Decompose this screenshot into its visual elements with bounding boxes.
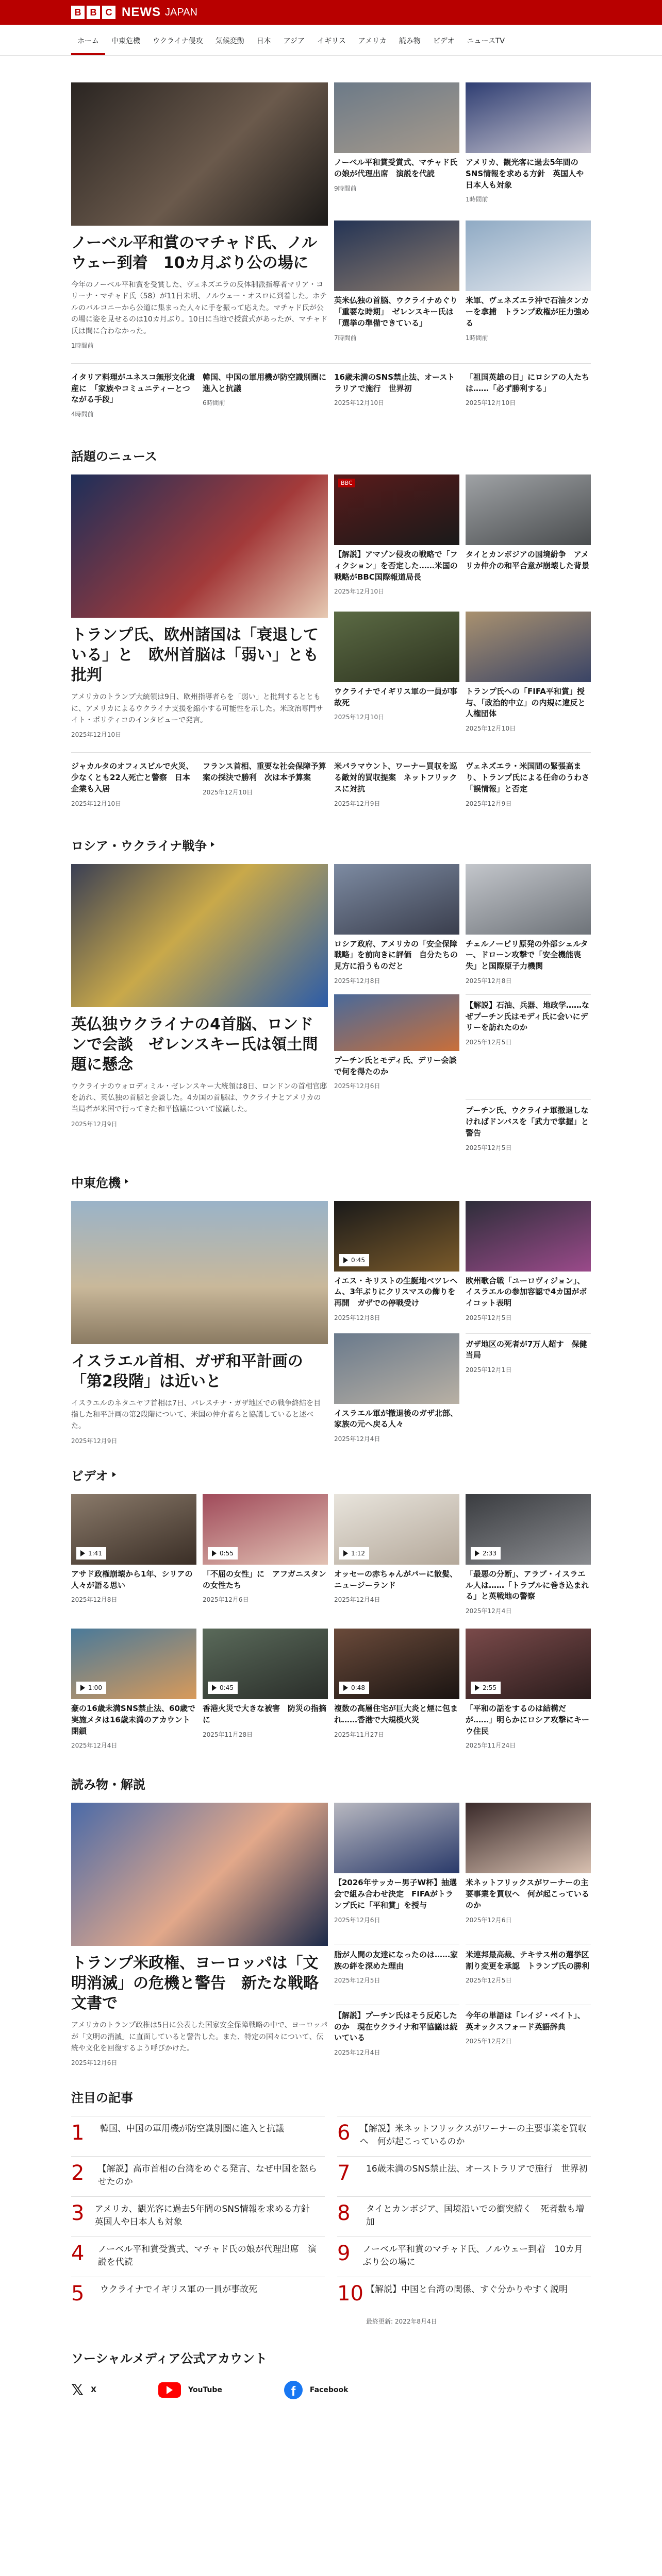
play-button[interactable] — [208, 1547, 238, 1560]
timestamp: 2025年12月10日 — [466, 399, 516, 407]
video-headline[interactable]: 香港火災で大きな被害 防災の指摘に — [203, 1704, 327, 1724]
play-icon — [80, 1685, 85, 1691]
lead-image — [71, 864, 328, 1007]
timestamp: 6時間前 — [203, 399, 225, 407]
timestamp: 2025年12月9日 — [334, 800, 380, 807]
most-read-headline[interactable]: ノーベル平和賞受賞式、マチャド氏の娘が代理出席 演説を代読 — [97, 2244, 317, 2268]
lead-headline[interactable]: トランプ氏、欧州諸国は「衰退している」と 欧州首脳は「弱い」とも批判 — [71, 626, 319, 685]
timestamp: 2025年12月4日 — [334, 1435, 380, 1443]
story-card[interactable] — [466, 221, 591, 349]
story-headline[interactable]: 欧州歌合戦「ユーロヴィジョン」、イスラエルの参加容認で4カ国がボイコット表明 — [466, 1276, 587, 1308]
story-headline[interactable]: ジャカルタのオフィスビルで火災、少なくとも22人死亡と警察 日本企業も入居 — [71, 761, 194, 793]
play-icon — [343, 1257, 348, 1263]
play-button[interactable] — [339, 1682, 369, 1694]
video-card[interactable] — [466, 1494, 591, 1615]
most-read-headline[interactable]: 16歳未満のSNS禁止法、オーストラリアで施行 世界初 — [366, 2164, 588, 2175]
story-card[interactable] — [466, 372, 591, 418]
timestamp: 2025年12月5日 — [334, 1977, 380, 1985]
story-headline[interactable]: イエス・キリストの生誕地ベツレヘム、3年ぶりにクリスマスの飾りを再開 ガザでの停戦受け — [334, 1276, 458, 1308]
story-card[interactable] — [466, 612, 591, 739]
lead-image — [71, 1803, 328, 1946]
lead-headline[interactable]: 英仏独ウクライナの4首脳、ロンドンで会談 ゼレンスキー氏は領土問題に懸念 — [71, 1015, 318, 1074]
story-headline[interactable]: 脂が人間の友達になったのは……家族の絆を深めた理由 — [334, 1950, 458, 1971]
story-image — [334, 1803, 459, 1873]
most-read-item[interactable] — [71, 2277, 325, 2317]
timestamp: 2025年12月5日 — [466, 1977, 512, 1985]
logo-letter: B — [87, 6, 100, 19]
story-card[interactable] — [466, 82, 591, 211]
story-card[interactable] — [466, 1333, 591, 1445]
story-card[interactable] — [71, 761, 196, 807]
video-card[interactable] — [466, 1629, 591, 1750]
timestamp: 2025年12月10日 — [334, 714, 385, 721]
most-read-item[interactable] — [337, 2196, 591, 2236]
play-button[interactable] — [76, 1682, 106, 1694]
section-title-text: ソーシャルメディア公式アカウント — [71, 2351, 268, 2366]
social-youtube[interactable] — [158, 2381, 222, 2399]
story-card[interactable] — [466, 474, 591, 602]
story-headline[interactable]: ロシア政府、アメリカの「安全保障戦略」を前向きに評価 自分たちの見方に沿うものだと — [334, 939, 458, 971]
lead-story[interactable] — [71, 1803, 328, 2067]
story-card[interactable] — [334, 994, 459, 1091]
timestamp: 2025年12月4日 — [71, 1742, 118, 1750]
rank-number: 3 — [71, 2201, 85, 2226]
video-headline[interactable]: オッセーの赤ちゃんがパーに散髪、ニュージーランド — [334, 1569, 457, 1590]
story-card[interactable] — [203, 761, 328, 807]
story-headline[interactable]: アメリカ、観光客に過去5年間のSNS情報を求める方針 英国人や日本人も対象 — [466, 158, 584, 190]
timestamp: 2025年12月6日 — [334, 1082, 380, 1090]
section-title-ukraine[interactable] — [71, 836, 591, 854]
section-title-mostread — [71, 2088, 591, 2106]
story-card[interactable] — [334, 372, 459, 418]
lead-headline[interactable]: イスラエル首相、ガザ和平計画の「第2段階」は近いと — [71, 1352, 303, 1391]
timestamp: 1時間前 — [466, 196, 488, 204]
story-headline[interactable]: 米軍、ヴェネズエラ沖で石油タンカーを拿捕 トランプ政権が圧力強める — [466, 296, 590, 328]
logo-letter: B — [71, 6, 85, 19]
video-duration: 0:48 — [351, 1684, 365, 1692]
site-header — [0, 0, 662, 25]
timestamp: 2025年11月27日 — [334, 1731, 385, 1738]
timestamp: 2025年12月5日 — [466, 1144, 512, 1151]
top-stories — [71, 82, 591, 350]
top-row — [71, 363, 591, 418]
video-image — [334, 1494, 459, 1565]
reads-section — [71, 1803, 591, 2067]
story-card[interactable] — [334, 1944, 459, 1995]
most-read-headline[interactable]: アメリカ、観光客に過去5年間のSNS情報を求める方針 英国人や日本人も対象 — [94, 2204, 319, 2228]
lead-summary: 今年のノーベル平和賞を受賞した、ヴェネズエラの反体制派指導者マリア・コリーナ・マチャド氏（58）が11日未明、ノルウェー・オスロに到着した。ホテルのバルコニーから公道に集まった人々に手を振って応えた。マチャド氏が公の場に姿を見せるのは10カ月ぶり。10日に当地で授賞式があったが、マチャド氏は間に合わなかった。 — [71, 281, 328, 335]
lead-summary: ウクライナのウォロディミル・ゼレンスキー大統領は8日、ロンドンの首相官邸を訪れ、英仏独の首脳と会談した。4カ国の首脳は、ウクライナとアメリカの当局者が米国で行ってきた和平協議について協議した。 — [71, 1082, 327, 1114]
timestamp: 2025年12月2日 — [466, 2038, 512, 2045]
section-title-text: 話題のニュース — [71, 449, 157, 464]
video-duration: 2:33 — [483, 1549, 496, 1557]
timestamp: 2025年12月8日 — [466, 977, 512, 985]
most-read-headline[interactable]: 【解説】高市首相の台湾をめぐる発言、なぜ中国を怒らせたのか — [97, 2164, 317, 2188]
most-read-headline[interactable]: タイとカンボジア、国境沿いでの衝突続く 死者数も増加 — [366, 2204, 584, 2228]
nav-japan[interactable]: 日本 — [256, 37, 271, 45]
most-read-headline[interactable]: ノーベル平和賞のマチャド氏、ノルウェー到着 10カ月ぶり公の場に — [362, 2244, 583, 2268]
timestamp: 2025年12月6日 — [334, 1916, 380, 1924]
ukraine-section — [71, 864, 591, 1152]
story-image — [466, 1201, 591, 1272]
story-headline[interactable]: プーチン氏、ウクライナ軍撤退しなければドンバスを「武力で掌握」と警告 — [466, 1106, 589, 1138]
timestamp: 2025年12月6日 — [203, 1596, 249, 1604]
section-title-text: ビデオ — [71, 1468, 108, 1483]
lead-summary: アメリカのトランプ政権は5日に公表した国家安全保障戦略の中で、ヨーロッパが「文明の消滅」に直面していると警告した。また、特定の国々について、伝統や文化を回復するよう呼びかけた。 — [71, 2021, 328, 2053]
video-image — [203, 1494, 328, 1565]
lead-story[interactable] — [71, 82, 328, 350]
play-button[interactable] — [471, 1547, 501, 1560]
social-links — [71, 2381, 591, 2399]
timestamp: 2025年12月10日 — [334, 399, 385, 407]
social-label: X — [91, 2386, 96, 2395]
video-headline[interactable]: 「最悪の分断」、アラブ・イスラエル人は……「トラブルに巻き込まれる」と英戦地の警察 — [466, 1569, 589, 1601]
story-card[interactable] — [71, 372, 196, 418]
timestamp: 2025年12月10日 — [71, 800, 122, 807]
chevron-right-icon — [125, 1179, 128, 1184]
section-title-text: 読み物・解説 — [71, 1777, 145, 1792]
lead-image — [71, 82, 328, 226]
story-card[interactable] — [334, 1803, 459, 1935]
lead-image — [71, 1201, 328, 1344]
section-title-video[interactable] — [71, 1466, 591, 1484]
story-image — [334, 221, 459, 291]
nav-uk[interactable]: イギリス — [317, 37, 346, 45]
story-headline[interactable]: 「祖国英雄の日」にロシアの人たちは……「必ず勝利する」 — [466, 372, 590, 393]
story-headline[interactable]: 16歳未満のSNS禁止法、オーストラリアで施行 世界初 — [334, 372, 455, 393]
timestamp: 2025年12月9日 — [466, 800, 512, 807]
facebook-icon: f — [284, 2381, 303, 2399]
timestamp: 2025年11月28日 — [203, 1731, 253, 1738]
timestamp: 2025年12月5日 — [466, 1039, 512, 1046]
lead-story[interactable] — [71, 864, 328, 1152]
most-read-item[interactable] — [71, 2196, 325, 2236]
most-read-item[interactable] — [337, 2277, 591, 2317]
video-image — [71, 1629, 196, 1699]
story-card[interactable] — [334, 761, 459, 807]
topics-row — [71, 752, 591, 807]
play-icon — [475, 1685, 479, 1691]
most-read-item[interactable] — [71, 2156, 325, 2196]
video-headline[interactable]: アサド政権崩壊から1年、シリアの人々が語る思い — [71, 1569, 193, 1590]
story-headline[interactable]: イタリア料理がユネスコ無形文化遺産に 「家族やコミュニティーとつながる手段」 — [71, 372, 195, 404]
story-headline[interactable]: 米ネットフリックスがワーナーの主要事業を買収へ 何が起こっているのか — [466, 1878, 589, 1910]
video-duration: 2:55 — [483, 1684, 496, 1692]
timestamp: 2025年12月4日 — [334, 1596, 380, 1604]
story-image — [466, 474, 591, 545]
timestamp: 7時間前 — [334, 334, 357, 342]
rank-number: 1 — [71, 2121, 85, 2145]
rank-number: 9 — [337, 2242, 351, 2266]
timestamp: 2025年12月8日 — [71, 1596, 118, 1604]
nav-climate[interactable]: 気候変動 — [215, 37, 244, 45]
nav-features[interactable]: 読み物 — [399, 37, 421, 45]
most-read-headline[interactable]: 【解説】米ネットフリックスがワーナーの主要事業を買収へ 何が起こっているのか — [359, 2124, 587, 2147]
story-headline[interactable]: 米パラマウント、ワーナー買収を巡る敵対的買収提案 ネットフリックスに対抗 — [334, 761, 457, 793]
brand-region[interactable]: JAPAN — [165, 6, 197, 18]
play-button[interactable] — [339, 1254, 369, 1266]
section-title-text: 注目の記事 — [71, 2091, 133, 2106]
nav-middle-east[interactable]: 中東危機 — [111, 37, 140, 45]
video-card[interactable] — [203, 1494, 328, 1615]
story-card[interactable] — [466, 1803, 591, 1935]
story-headline[interactable]: ウクライナでイギリス軍の一員が事故死 — [334, 686, 458, 707]
video-headline[interactable]: 複数の高層住宅が巨大炎と煙に包まれ……香港で大規模火災 — [334, 1704, 458, 1724]
story-headline[interactable]: ガザ地区の死者が7万人超す 保健当局 — [466, 1339, 587, 1360]
lead-summary: イスラエルのネタニヤフ首相は7日、パレスチナ・ガザ地区での戦争終結を目指した和平計画の第2段階について、米国の仲介者らと協議していると述べた。 — [71, 1399, 321, 1431]
rank-number: 10 — [337, 2282, 363, 2306]
video-image — [71, 1494, 196, 1565]
play-button[interactable] — [471, 1682, 501, 1694]
story-image — [334, 1333, 459, 1404]
video-duration: 0:55 — [220, 1549, 234, 1557]
video-duration: 1:12 — [351, 1549, 365, 1557]
youtube-icon — [158, 2382, 181, 2398]
story-headline[interactable]: プーチン氏とモディ氏、デリー会談で何を得たのか — [334, 1055, 457, 1076]
play-button[interactable] — [339, 1547, 369, 1560]
most-read-headline[interactable]: 【解説】中国と台湾の関係、すぐ分かりやすく説明 — [366, 2284, 568, 2295]
timestamp: 2025年12月10日 — [203, 788, 253, 796]
lead-image — [71, 474, 328, 618]
rank-number: 7 — [337, 2161, 351, 2185]
last-updated: 最終更新: 2022年8月4日 — [366, 2318, 437, 2326]
social-x[interactable] — [71, 2381, 96, 2399]
social-label: Facebook — [309, 2386, 349, 2395]
section-title-reads[interactable] — [71, 1774, 591, 1792]
story-card[interactable] — [466, 864, 591, 985]
nav-ukraine[interactable]: ウクライナ侵攻 — [153, 37, 203, 45]
chevron-right-icon — [211, 842, 214, 847]
story-headline[interactable]: 今年の単語は「レイジ・ベイト」、英オックスフォード英語辞典 — [466, 2010, 585, 2031]
story-card[interactable] — [334, 82, 459, 211]
timestamp: 2025年12月5日 — [466, 1314, 512, 1321]
story-headline[interactable]: ノーベル平和賞受賞式、マチャド氏の娘が代理出席 演説を代読 — [334, 158, 458, 178]
video-duration: 1:00 — [88, 1684, 102, 1692]
rank-number: 5 — [71, 2282, 85, 2306]
bbc-logo[interactable] — [71, 6, 115, 19]
section-title-text: 中東危機 — [71, 1175, 121, 1190]
timestamp: 1時間前 — [466, 334, 488, 342]
story-card[interactable] — [466, 1944, 591, 1995]
video-card[interactable] — [334, 1494, 459, 1615]
story-image — [334, 82, 459, 153]
story-image — [466, 1803, 591, 1873]
story-image — [334, 994, 459, 1051]
timestamp: 4時間前 — [71, 411, 94, 418]
story-headline[interactable]: フランス首相、重要な社会保障予算案の採決で勝利 次は本予算案 — [203, 761, 326, 783]
chevron-right-icon — [112, 1472, 116, 1477]
nav-video[interactable]: ビデオ — [433, 37, 455, 45]
logo-letter: C — [102, 6, 115, 19]
lead-story[interactable] — [71, 474, 328, 739]
story-headline[interactable]: 韓国、中国の軍用機が防空識別圏に進入と抗議 — [203, 372, 327, 393]
story-headline[interactable]: トランプ氏への「FIFA平和賞」授与、「政治的中立」の内規に違反と人権団体 — [466, 686, 586, 719]
most-read-item[interactable] — [71, 2116, 325, 2156]
section-title-text: ロシア・ウクライナ戦争 — [71, 838, 207, 853]
story-headline[interactable]: タイとカンボジアの国境紛争 アメリカ仲介の和平合意が崩壊した背景 — [466, 550, 589, 570]
most-read-item[interactable] — [71, 2236, 325, 2277]
story-headline[interactable]: 米連邦最高裁、テキサス州の選挙区割り変更を承認 トランプ氏の勝利 — [466, 1950, 590, 1971]
story-headline[interactable]: 【2026年サッカー男子W杯】抽選会で組み合わせ決定 FIFAがトランプ氏に「平和賞」を授与 — [334, 1878, 457, 1910]
most-read-col — [337, 2116, 591, 2326]
timestamp: 2025年11月24日 — [466, 1742, 516, 1750]
story-headline[interactable]: 英米仏独の首脳、ウクライナめぐり「重要な時期」 ゼレンスキー氏は「選挙の準備できている」 — [334, 296, 458, 328]
most-read-item[interactable] — [337, 2116, 591, 2156]
nav-home[interactable]: ホーム — [71, 36, 105, 55]
video-image — [334, 1629, 459, 1699]
play-icon — [343, 1685, 348, 1691]
most-read-list — [71, 2116, 591, 2326]
story-card[interactable] — [334, 474, 459, 602]
story-image — [466, 612, 591, 682]
timestamp: 9時間前 — [334, 184, 357, 192]
timestamp: 2025年12月6日 — [71, 2059, 118, 2067]
play-icon — [212, 1685, 217, 1691]
story-card[interactable] — [334, 221, 459, 349]
video-image — [466, 1629, 591, 1699]
timestamp: 2025年12月1日 — [466, 1366, 512, 1374]
play-icon — [475, 1550, 479, 1556]
video-card[interactable] — [71, 1629, 196, 1750]
x-icon: 𝕏 — [71, 2381, 84, 2399]
main-nav — [0, 25, 662, 56]
story-card[interactable] — [466, 761, 591, 807]
video-duration: 0:45 — [351, 1256, 365, 1264]
social-label: YouTube — [188, 2386, 222, 2395]
video-duration: 0:45 — [220, 1684, 234, 1692]
story-card[interactable] — [466, 2005, 591, 2067]
most-read-headline[interactable]: ウクライナでイギリス軍の一員が事故死 — [100, 2284, 258, 2295]
social-facebook[interactable] — [284, 2381, 349, 2399]
video-headline[interactable]: 豪の16歳未満SNS禁止法、60歳で実施メタは16歳未満のアカウント閉鎖 — [71, 1704, 195, 1736]
nav-asia[interactable]: アジア — [283, 37, 305, 45]
video-card[interactable] — [71, 1494, 196, 1615]
timestamp: 2025年12月8日 — [334, 977, 380, 985]
story-card[interactable] — [334, 2005, 459, 2067]
story-image — [466, 221, 591, 291]
most-read-headline[interactable]: 韓国、中国の軍用機が防空識別圏に進入と抗議 — [100, 2124, 284, 2134]
play-icon — [80, 1550, 85, 1556]
rank-number: 6 — [337, 2121, 351, 2145]
rank-number: 4 — [71, 2242, 85, 2266]
most-read-col — [71, 2116, 325, 2326]
brand-news[interactable]: NEWS — [122, 5, 161, 19]
story-headline[interactable]: 【解説】石油、兵器、地政学……なぜプーチン氏はモディ氏に会いにデリーを訪れたのか — [466, 1000, 590, 1032]
video-section — [71, 1494, 591, 1750]
video-image — [203, 1629, 328, 1699]
story-image — [334, 474, 459, 545]
timestamp: 2025年12月8日 — [334, 1314, 380, 1321]
play-button[interactable] — [76, 1547, 106, 1560]
video-headline[interactable]: 「平和の話をするのは結構だが……」明らかにロシア攻撃にキーウ住民 — [466, 1704, 590, 1736]
lead-story[interactable] — [71, 1201, 328, 1445]
timestamp: 2025年12月4日 — [334, 2049, 380, 2057]
timestamp: 2025年12月6日 — [466, 1916, 512, 1924]
video-card[interactable] — [203, 1629, 328, 1750]
rank-number: 8 — [337, 2201, 351, 2226]
section-title-social — [71, 2348, 591, 2366]
story-image — [466, 864, 591, 935]
story-headline[interactable]: チェルノービリ原発の外部シェルター、ドローン攻撃で「安全機能喪失」と国際原子力機関 — [466, 939, 588, 971]
story-card[interactable] — [334, 1333, 459, 1445]
video-headline[interactable]: 「不屈の女性」に アフガニスタンの女性たち — [203, 1569, 326, 1590]
timestamp: 1時間前 — [71, 342, 94, 349]
most-read-item[interactable] — [337, 2156, 591, 2196]
most-read-item[interactable] — [337, 2236, 591, 2277]
nav-us[interactable]: アメリカ — [358, 37, 387, 45]
bbc-badge: BBC — [338, 479, 355, 487]
video-image — [466, 1494, 591, 1565]
story-image — [466, 82, 591, 153]
story-image — [334, 864, 459, 935]
story-image — [334, 1201, 459, 1272]
story-headline[interactable]: イスラエル軍が撤退後のガザ北部、家族の元へ戻る人々 — [334, 1408, 458, 1429]
story-image — [334, 612, 459, 682]
story-card[interactable] — [203, 372, 328, 418]
story-headline[interactable]: ヴェネズエラ・米国間の緊張高まり、トランプ氏による任命のうわさ「誤情報」と否定 — [466, 761, 590, 793]
story-headline[interactable]: 【解説】プーチン氏はそう反応したのか 現在ウクライナ和平協議は続いている — [334, 2010, 458, 2043]
topics-section — [71, 474, 591, 739]
story-card[interactable] — [334, 612, 459, 739]
timestamp: 2025年12月10日 — [334, 588, 385, 596]
story-card[interactable] — [334, 864, 459, 985]
timestamp: 2025年12月9日 — [71, 1120, 118, 1128]
video-duration: 1:41 — [88, 1549, 102, 1557]
play-button[interactable] — [208, 1682, 238, 1694]
lead-headline[interactable]: トランプ米政権、ヨーロッパは「文明消滅」の危機と警告 新たな戦略文書で — [71, 1954, 319, 2013]
nav-newstv[interactable]: ニュースTV — [467, 37, 505, 45]
lead-headline[interactable]: ノーベル平和賞のマチャド氏、ノルウェー到着 10カ月ぶり公の場に — [71, 234, 317, 272]
story-headline[interactable]: 【解説】アマゾン侵攻の戦略で「フィクション」を否定した……米国の戦略がBBC国際報道局長 — [334, 550, 458, 582]
timestamp: 2025年12月4日 — [466, 1607, 512, 1615]
story-card[interactable] — [466, 1099, 591, 1151]
section-title-topics[interactable] — [71, 446, 591, 464]
lead-summary: アメリカのトランプ大統領は9日、欧州指導者らを「弱い」と批判するとともに、アメリカによるウクライナ支援を縮小する可能性を示した。米政治専門サイト・ポリティコのインタビューで発言。 — [71, 693, 323, 724]
timestamp: 2025年12月9日 — [71, 1437, 118, 1445]
story-card[interactable] — [466, 994, 591, 1091]
story-card[interactable] — [466, 1201, 591, 1324]
timestamp: 2025年12月10日 — [71, 731, 122, 739]
play-icon — [343, 1550, 348, 1556]
story-card[interactable] — [334, 1201, 459, 1324]
rank-number: 2 — [71, 2161, 85, 2185]
section-title-mideast[interactable] — [71, 1173, 591, 1191]
video-card[interactable] — [334, 1629, 459, 1750]
mideast-section — [71, 1201, 591, 1445]
play-icon — [212, 1550, 217, 1556]
timestamp: 2025年12月10日 — [466, 725, 516, 733]
